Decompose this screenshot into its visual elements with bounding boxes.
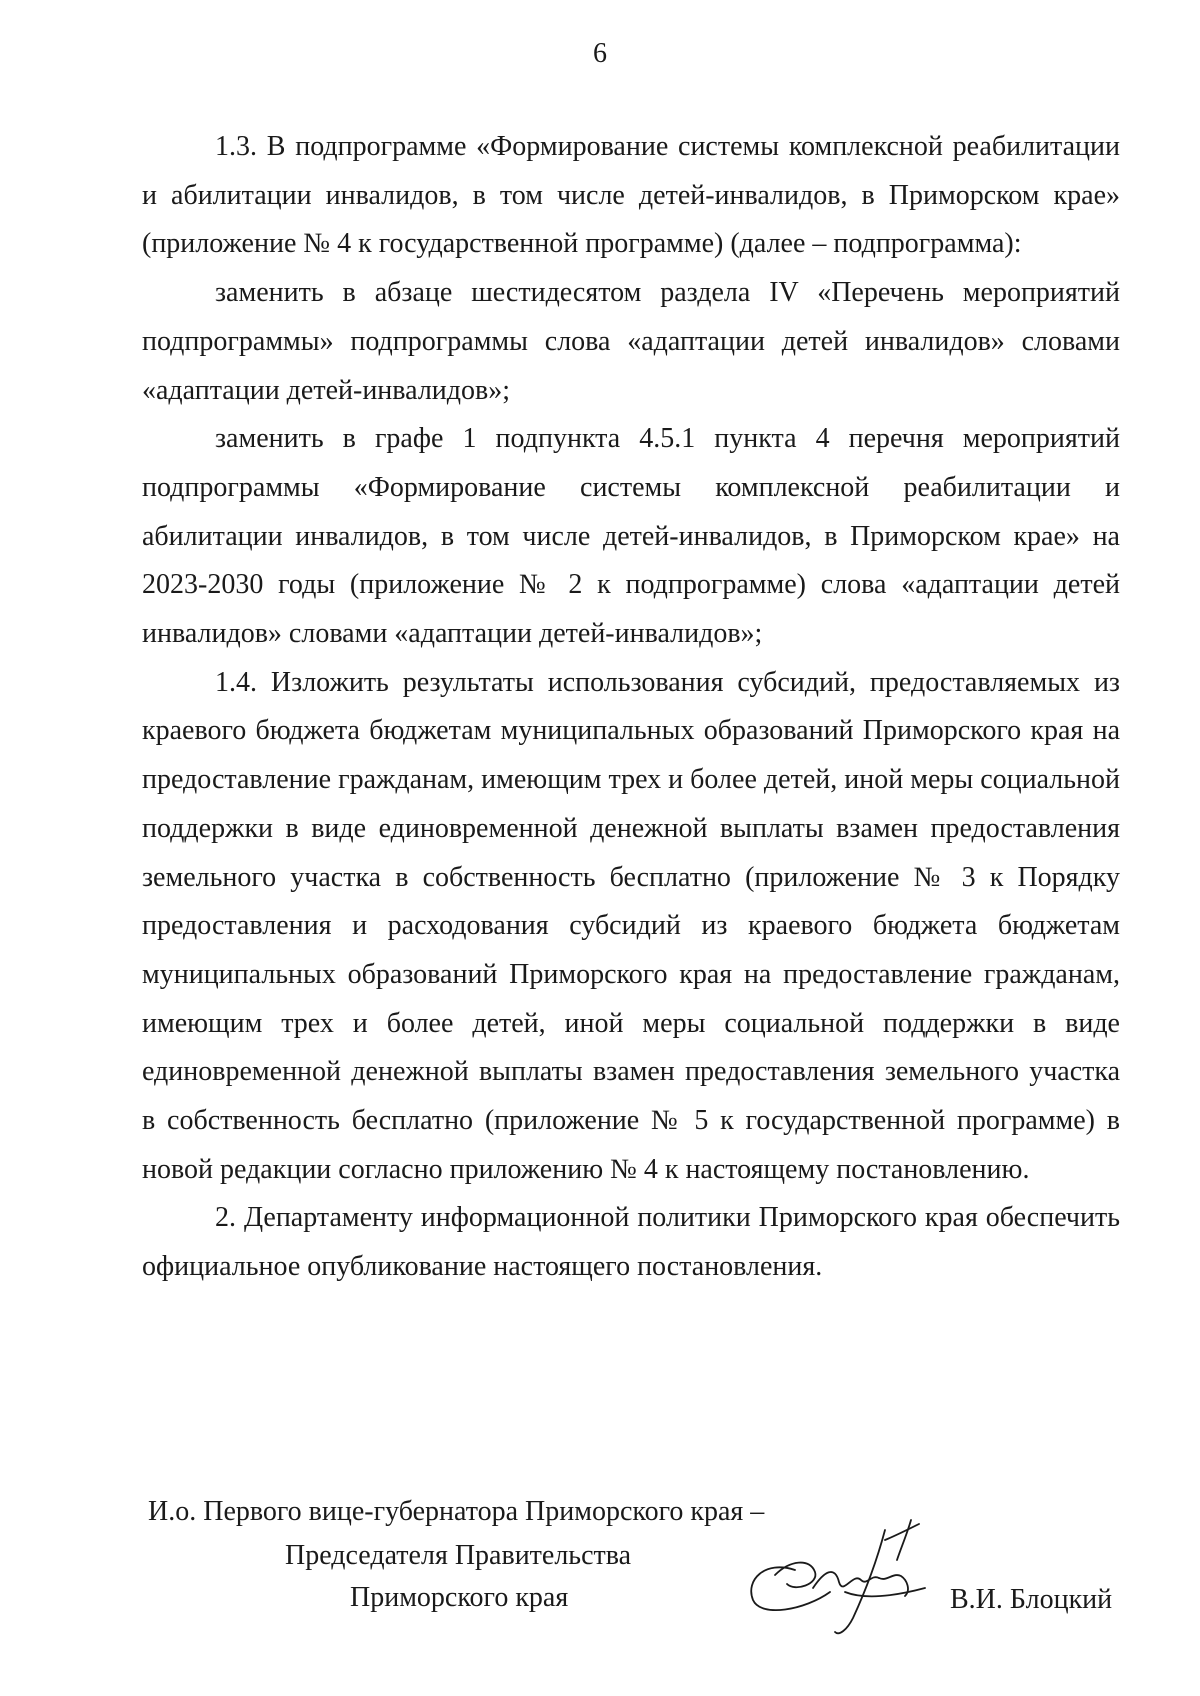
handwritten-signature (735, 1500, 955, 1640)
page-number: 6 (593, 38, 607, 69)
paragraph-item-2: 2. Департаменту информационной политики Приморского края обеспечить официальное опубликование настоящего постановления. (142, 1202, 1120, 1283)
signatory-title-line-3: Приморского края (350, 1582, 569, 1613)
signatory-title-line-1: И.о. Первого вице-губернатора Приморского края – (148, 1496, 765, 1527)
document-body (142, 123, 1120, 1292)
signatory-name: В.И. Блоцкий (950, 1584, 1113, 1615)
paragraph-replace-section-iv: заменить в абзаце шестидесятом раздела IV «Перечень мероприятий подпрограммы» подпрограммы слова «адаптации детей инвалидов» словами «адаптации детей-инвалидов»; (142, 277, 1120, 406)
paragraph-replace-column-1: заменить в графе 1 подпункта 4.5.1 пункта 4 перечня мероприятий подпрограммы «Формирование системы комплексной реабилитации и абилитации инвалидов, в том числе детей-инвалидов, в Приморском крае» на 2023-2030 годы (приложение № 2 к подпрограмме) слова «адаптации детей инвалидов» словами «адаптации детей-инвалидов»; (142, 423, 1120, 650)
paragraph-item-1-4: 1.4. Изложить результаты использования субсидий, предоставляемых из краевого бюджета бюджетам муниципальных образований Приморского края на предоставление гражданам, имеющим трех и более детей, иной меры социальной поддержки в виде единовременной денежной выплаты взамен предоставления земельного участка в собственность бесплатно (приложение № 3 к Порядку предоставления и расходования субсидий из краевого бюджета бюджетам муниципальных образований Приморского края на предоставление гражданам, имеющим трех и более детей, иной меры социальной поддержки в виде единовременной денежной выплаты взамен предоставления земельного участка в собственность бесплатно (приложение № 5 к государственной программе) в новой редакции согласно приложению № 4 к настоящему постановлению. (142, 666, 1120, 1185)
signature-block (0, 1480, 1200, 1660)
signatory-title-line-2: Председателя Правительства (285, 1540, 632, 1571)
paragraph-item-1-3: 1.3. В подпрограмме «Формирование системы комплексной реабилитации и абилитации инвалидов, в том числе детей-инвалидов, в Приморском крае» (приложение № 4 к государственной программе) (далее – подпрограмма): (142, 131, 1120, 260)
